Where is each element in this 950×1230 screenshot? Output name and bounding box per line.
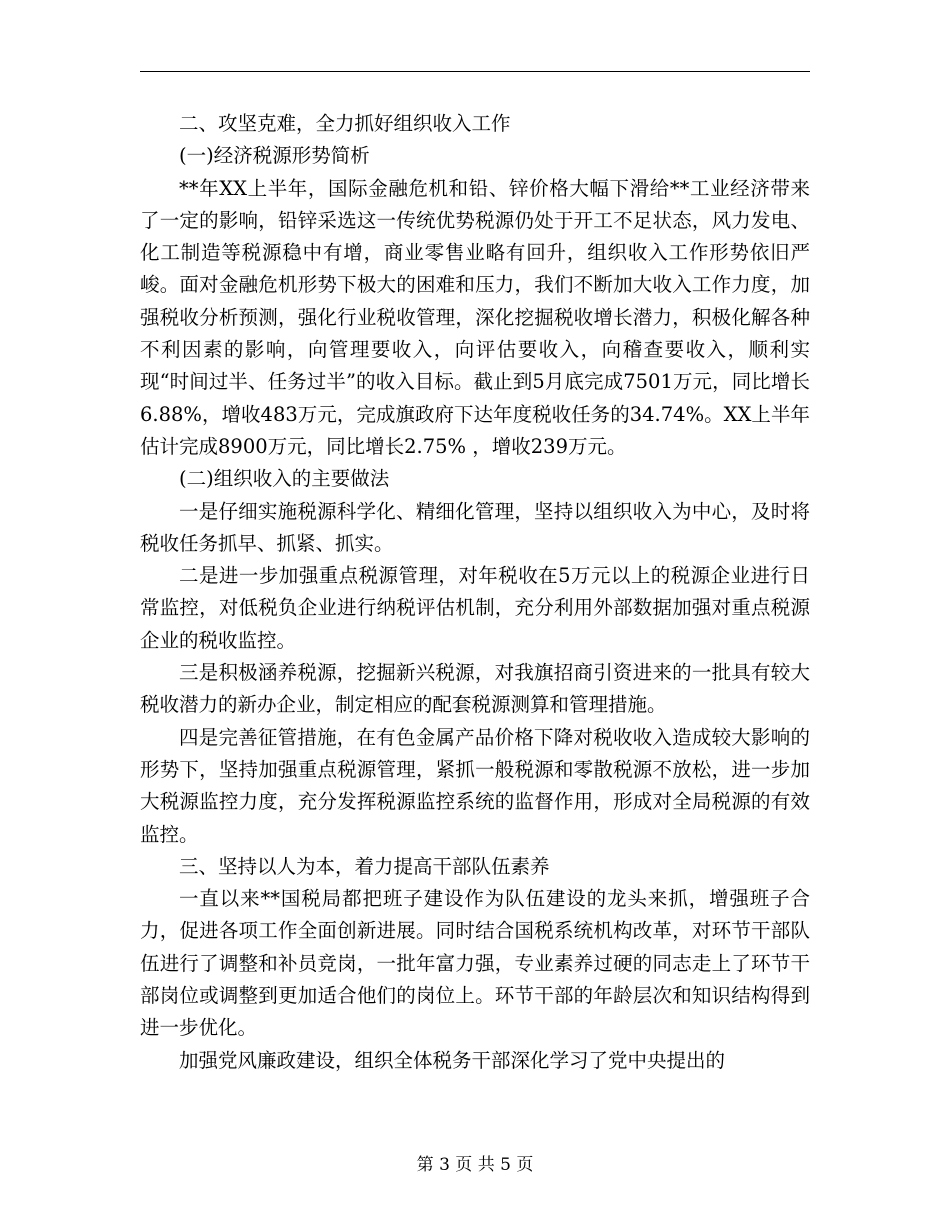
page-number: 第 3 页 共 5 页 [416, 1155, 534, 1175]
header-rule [140, 71, 810, 72]
section-heading: 三、坚持以人为本，着力提高干部队伍素养 [179, 854, 550, 878]
body-paragraph: 三是积极涵养税源，挖掘新兴税源，对我旗招商引资进来的一批具有较大税收潜力的新办企业，制定相应的配套税源测算和管理措施。 [140, 661, 810, 717]
body-paragraph: 一是仔细实施税源科学化、精细化管理，坚持以组织收入为中心，及时将税收任务抓早、抓紧、抓实。 [140, 499, 810, 555]
body-paragraph: **年XX上半年，国际金融危机和铅、锌价格大幅下滑给**工业经济带来了一定的影响，铅锌采选这一传统优势税源仍处于开工不足状态，风力发电、化工制造等税源稳中有增，商业零售业略有回升，组织收入工作形势依旧严峻。面对金融危机形势下极大的困难和压力，我们不断加大收入工作力度，加强税收分析预测，强化行业税收管理，深化挖掘税收增长潜力，积极化解各种不利因素的影响，向管理要收入，向评估要收入，向稽查要收入，顺利实现“时间过半、任务过半”的收入目标。截止到5月底完成7501万元，同比增长6.88%，增收483万元，完成旗政府下达年度税收任务的34.74%。XX上半年估计完成8900万元，同比增长2.75% ，增收239万元。 [140, 176, 810, 458]
subsection-heading: (二)组织收入的主要做法 [179, 467, 390, 491]
body-paragraph: 四是完善征管措施，在有色金属产品价格下降对税收收入造成较大影响的形势下，坚持加强重点税源管理，紧抓一般税源和零散税源不放松，进一步加大税源监控力度，充分发挥税源监控系统的监督作用，形成对全局税源的有效监控。 [140, 725, 810, 846]
section-heading: 二、攻坚克难，全力抓好组织收入工作 [179, 112, 511, 135]
body-paragraph: 二是进一步加强重点税源管理，对年税收在5万元以上的税源企业进行日常监控，对低税负企业进行纳税评估机制，充分利用外部数据加强对重点税源企业的税收监控。 [140, 564, 810, 652]
subsection-heading: (一)经济税源形势简析 [179, 144, 370, 168]
body-paragraph: 一直以来**国税局都把班子建设作为队伍建设的龙头来抓，增强班子合力，促进各项工作全面创新进展。同时结合国税系统机构改革，对环节干部队伍进行了调整和补员竞岗，一批年富力强，专业素养过硬的同志走上了环节干部岗位或调整到更加适合他们的岗位上。环节干部的年龄层次和知识结构得到进一步优化。 [140, 887, 810, 1040]
body-paragraph: 加强党风廉政建设，组织全体税务干部深化学习了党中央提出的 [179, 1048, 726, 1072]
document-body [140, 108, 810, 1077]
